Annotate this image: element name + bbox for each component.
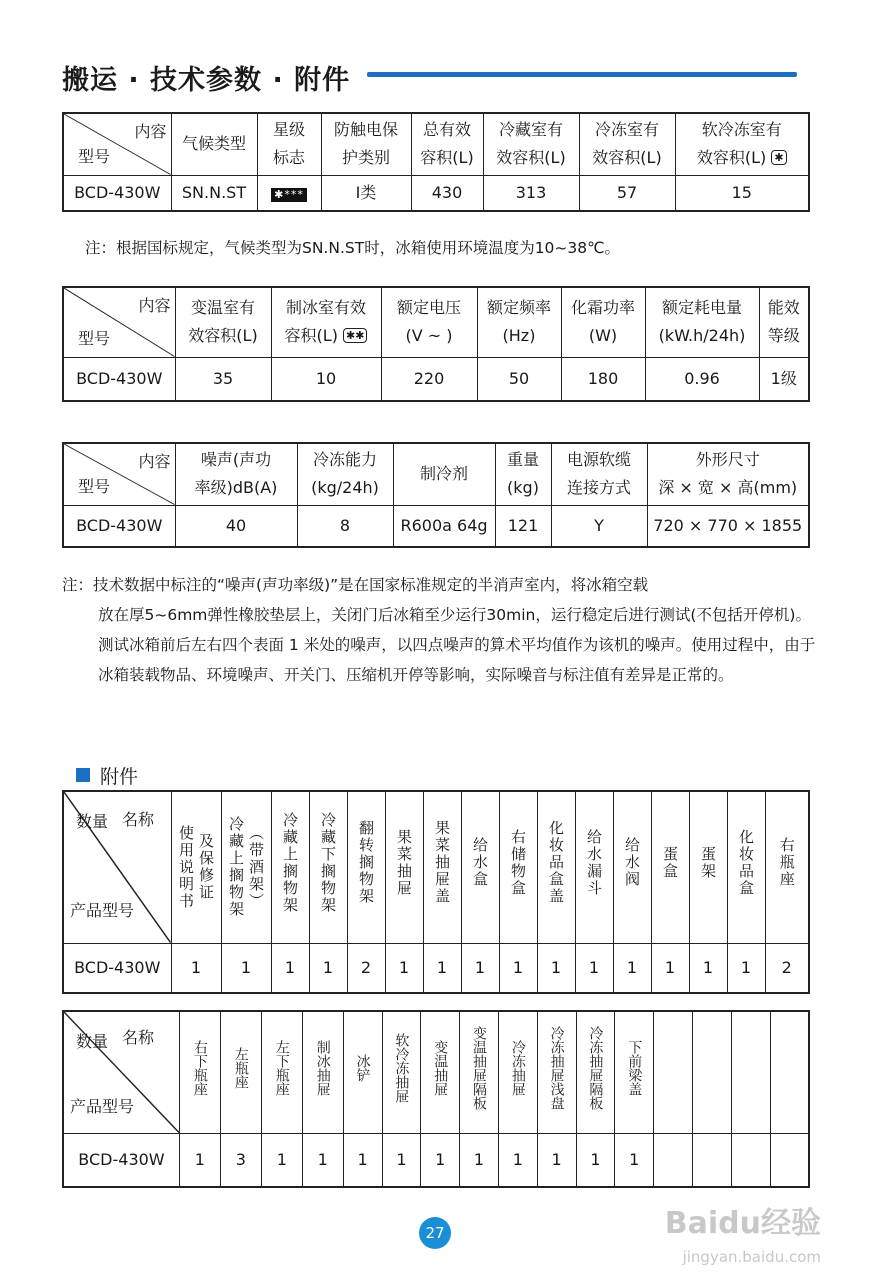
qty-cell: 1	[498, 1133, 537, 1187]
header-shock-protection: 防触电保 护类别	[321, 113, 411, 175]
qty-cell: 1	[171, 943, 221, 993]
header-dimensions: 外形尺寸 深 × 宽 × 高(mm)	[647, 443, 809, 505]
qty-cell: 1	[385, 943, 423, 993]
row-model: BCD-430W	[63, 175, 171, 211]
header-energy: 额定耗电量 (kW.h/24h)	[645, 287, 759, 357]
spec-table-3	[62, 442, 810, 548]
item-label: 给水阀	[623, 837, 641, 889]
accessories-table-a	[62, 790, 810, 994]
item-fridge-lower-shelf	[309, 791, 347, 943]
item-label: 蛋盒	[661, 845, 679, 880]
watermark-url: jingyan.baidu.com	[682, 1248, 821, 1266]
corner-bottom-label: 产品型号	[70, 900, 135, 920]
item-label: 翻转搁物架	[357, 820, 375, 906]
cell-total: 430	[411, 175, 483, 211]
qty-cell: 1	[576, 1133, 615, 1187]
item-header	[576, 1011, 615, 1133]
cell-star	[257, 175, 321, 211]
qty-cell: 1	[179, 1133, 220, 1187]
item-label: 下前梁盖	[626, 1039, 643, 1096]
empty-header-cell	[770, 1011, 809, 1133]
spec-table-2	[62, 286, 810, 402]
qty-cell: 1	[343, 1133, 382, 1187]
header-climate: 气候类型	[171, 113, 257, 175]
qty-cell: 1	[271, 943, 309, 993]
cell-climate: SN.N.ST	[171, 175, 257, 211]
item-right-bottle-seat	[765, 791, 809, 943]
item-label: 给水盒	[471, 837, 489, 889]
qty-cell: 1	[382, 1133, 421, 1187]
empty-header-cell	[731, 1011, 770, 1133]
qty-cell: 1	[302, 1133, 343, 1187]
qty-cell: 2	[765, 943, 809, 993]
item-fridge-upper-shelf	[271, 791, 309, 943]
empty-cell	[692, 1133, 731, 1187]
header-variable-volume: 变温室有 效容积(L)	[175, 287, 271, 357]
square-bullet-icon	[76, 768, 90, 782]
qty-cell: 1	[615, 1133, 654, 1187]
accessories-heading: 附件	[76, 762, 138, 789]
qty-cell: 1	[651, 943, 689, 993]
qty-cell: 1	[689, 943, 727, 993]
item-label: 右储物盒	[509, 828, 527, 897]
qty-cell: 1	[575, 943, 613, 993]
item-header	[302, 1011, 343, 1133]
empty-header-cell	[692, 1011, 731, 1133]
corner-top-label: 名称	[122, 810, 155, 829]
header-star-rating: 星级 标志	[257, 113, 321, 175]
header-efficiency: 能效 等级	[759, 287, 809, 357]
header-freezer-volume: 冷冻室有 效容积(L)	[579, 113, 675, 175]
note-climate: 注：根据国标规定，气候类型为SN.N.ST时，冰箱使用环境温度为10~38℃。	[85, 239, 621, 257]
header-fridge-volume: 冷藏室有 效容积(L)	[483, 113, 579, 175]
item-label: 变温抽屉隔板	[471, 1025, 488, 1110]
header-soft-freezer-volume: 软冷冻室有 效容积(L) ✱	[675, 113, 809, 175]
item-header	[382, 1011, 421, 1133]
corner-qty-label: 数量	[76, 1032, 109, 1051]
cell-ice: 10	[271, 357, 381, 401]
item-header	[220, 1011, 261, 1133]
item-label: 变温抽屉	[432, 1039, 449, 1096]
item-header	[421, 1011, 460, 1133]
title-rule	[367, 72, 797, 77]
spec-table-1	[62, 112, 810, 212]
item-header	[261, 1011, 302, 1133]
cell-efficiency: 1级	[759, 357, 809, 401]
item-cosmetic-box	[727, 791, 765, 943]
cell-frequency: 50	[477, 357, 561, 401]
corner-bottom-label: 型号	[78, 476, 111, 496]
item-label: 蛋架	[699, 845, 717, 880]
item-label: 左下瓶座	[273, 1039, 290, 1096]
cell-energy: 0.96	[645, 357, 759, 401]
header-frequency: 额定频率 (Hz)	[477, 287, 561, 357]
header-voltage: 额定电压 (V ~ )	[381, 287, 477, 357]
table-corner	[63, 443, 175, 505]
cell-refrigerant: R600a 64g	[393, 505, 495, 547]
accessories-table-b	[62, 1010, 810, 1188]
table-corner	[63, 1011, 179, 1133]
note-noise	[62, 570, 822, 690]
item-label: 化妆品盒盖	[547, 820, 565, 906]
item-crisper-cover	[423, 791, 461, 943]
qty-cell: 1	[221, 943, 271, 993]
item-label: 右下瓶座	[191, 1039, 208, 1096]
header-ice-volume: 制冰室有效 容积(L) ✱✱	[271, 287, 381, 357]
cell-noise: 40	[175, 505, 297, 547]
four-star-icon: ✱***	[271, 188, 307, 202]
item-label: 果菜抽屉盖	[433, 820, 451, 906]
header-refrigerant: 制冷剂	[393, 443, 495, 505]
empty-cell	[770, 1133, 809, 1187]
empty-cell	[731, 1133, 770, 1187]
header-weight: 重量 (kg)	[495, 443, 551, 505]
cell-freeze-capacity: 8	[297, 505, 393, 547]
item-label: 冰铲	[354, 1053, 371, 1082]
item-label: 冷冻抽屉	[509, 1039, 526, 1096]
item-label: 化妆品盒	[737, 828, 755, 897]
qty-cell: 1	[727, 943, 765, 993]
header-defrost-power: 化霜功率 (W)	[561, 287, 645, 357]
qty-cell: 2	[347, 943, 385, 993]
cell-weight: 121	[495, 505, 551, 547]
item-water-funnel	[575, 791, 613, 943]
item-label: 右瓶座	[777, 837, 796, 889]
item-right-storage-box	[499, 791, 537, 943]
corner-bottom-label: 型号	[78, 146, 111, 166]
header-freeze-capacity: 冷冻能力 (kg/24h)	[297, 443, 393, 505]
qty-cell: 1	[309, 943, 347, 993]
item-water-valve	[613, 791, 651, 943]
item-header	[460, 1011, 499, 1133]
row-model: BCD-430W	[63, 505, 175, 547]
item-label: 左瓶座	[232, 1046, 249, 1089]
table-corner	[63, 791, 171, 943]
cell-shock: Ⅰ类	[321, 175, 411, 211]
page-title: 搬运 · 技术参数 · 附件	[62, 65, 351, 96]
star-icon: ✱	[771, 150, 786, 165]
item-header	[343, 1011, 382, 1133]
item-manual: 使用说明书 及保修证	[171, 791, 221, 943]
table-corner	[63, 287, 175, 357]
corner-top-label: 内容	[138, 296, 171, 315]
header-noise: 噪声(声功 率级)dB(A)	[175, 443, 297, 505]
qty-cell: 1	[613, 943, 651, 993]
item-label: 给水漏斗	[585, 828, 603, 897]
corner-qty-label: 数量	[76, 812, 109, 831]
item-header	[498, 1011, 537, 1133]
watermark-logo: Baidu经验	[664, 1206, 821, 1241]
page-number: 27	[419, 1217, 451, 1249]
qty-cell: 1	[537, 1133, 576, 1187]
item-label: 制冰抽屉	[314, 1039, 331, 1096]
empty-cell	[654, 1133, 693, 1187]
cell-variable: 35	[175, 357, 271, 401]
qty-cell: 1	[421, 1133, 460, 1187]
item-label: 冷藏上搁物架	[281, 811, 299, 914]
item-label: 冷冻抽屉隔板	[587, 1025, 604, 1110]
qty-cell: 1	[460, 1133, 499, 1187]
two-star-icon: ✱✱	[343, 328, 367, 343]
cell-dimensions: 720 × 770 × 1855	[647, 505, 809, 547]
cell-voltage: 220	[381, 357, 477, 401]
empty-header-cell	[654, 1011, 693, 1133]
header-total-volume: 总有效 容积(L)	[411, 113, 483, 175]
item-label: 冷藏下搁物架	[319, 811, 337, 914]
item-header	[179, 1011, 220, 1133]
row-model: BCD-430W	[63, 357, 175, 401]
qty-cell: 1	[499, 943, 537, 993]
header-power-cord: 电源软缆 连接方式	[551, 443, 647, 505]
qty-cell: 1	[537, 943, 575, 993]
item-label: 冷冻抽屉浅盘	[548, 1025, 565, 1110]
note-noise-body: 放在厚5~6mm弹性橡胶垫层上，关闭门后冰箱至少运行30min，运行稳定后进行测试(不包括开停机)。测试冰箱前后左右四个表面 1 米处的噪声，以四点噪声的算术平均值作为该机的噪声。使用过程中，由于冰箱装载物品、环境噪声、开关门、压缩机开停等影响，实际噪音与标注值有差异是正常的。	[98, 606, 816, 684]
item-header	[615, 1011, 654, 1133]
cell-power-cord: Y	[551, 505, 647, 547]
row-model: BCD-430W	[63, 943, 171, 993]
item-label: 果菜抽屉	[395, 828, 413, 897]
qty-cell: 3	[220, 1133, 261, 1187]
corner-bottom-label: 产品型号	[70, 1096, 135, 1116]
corner-bottom-label: 型号	[78, 328, 111, 348]
item-cosmetic-box-cover	[537, 791, 575, 943]
item-header	[537, 1011, 576, 1133]
item-flip-shelf	[347, 791, 385, 943]
corner-top-label: 名称	[122, 1028, 155, 1047]
item-water-box	[461, 791, 499, 943]
item-label: 软冷冻抽屉	[393, 1032, 410, 1103]
cell-soft-freezer: 15	[675, 175, 809, 211]
table-corner	[63, 113, 171, 175]
corner-top-label: 内容	[134, 122, 167, 141]
corner-top-label: 内容	[138, 452, 171, 471]
item-fridge-upper-shelf-wine: 冷藏上搁物架 （带酒架）	[221, 791, 271, 943]
qty-cell: 1	[423, 943, 461, 993]
qty-cell: 1	[261, 1133, 302, 1187]
qty-cell: 1	[461, 943, 499, 993]
note-noise-lead: 注：技术数据中标注的“噪声(声功率级)”是在国家标准规定的半消声室内，将冰箱空载	[62, 576, 649, 594]
item-crisper-drawer	[385, 791, 423, 943]
item-egg-rack	[689, 791, 727, 943]
cell-fridge: 313	[483, 175, 579, 211]
cell-freezer: 57	[579, 175, 675, 211]
row-model: BCD-430W	[63, 1133, 179, 1187]
item-egg-box	[651, 791, 689, 943]
cell-defrost: 180	[561, 357, 645, 401]
